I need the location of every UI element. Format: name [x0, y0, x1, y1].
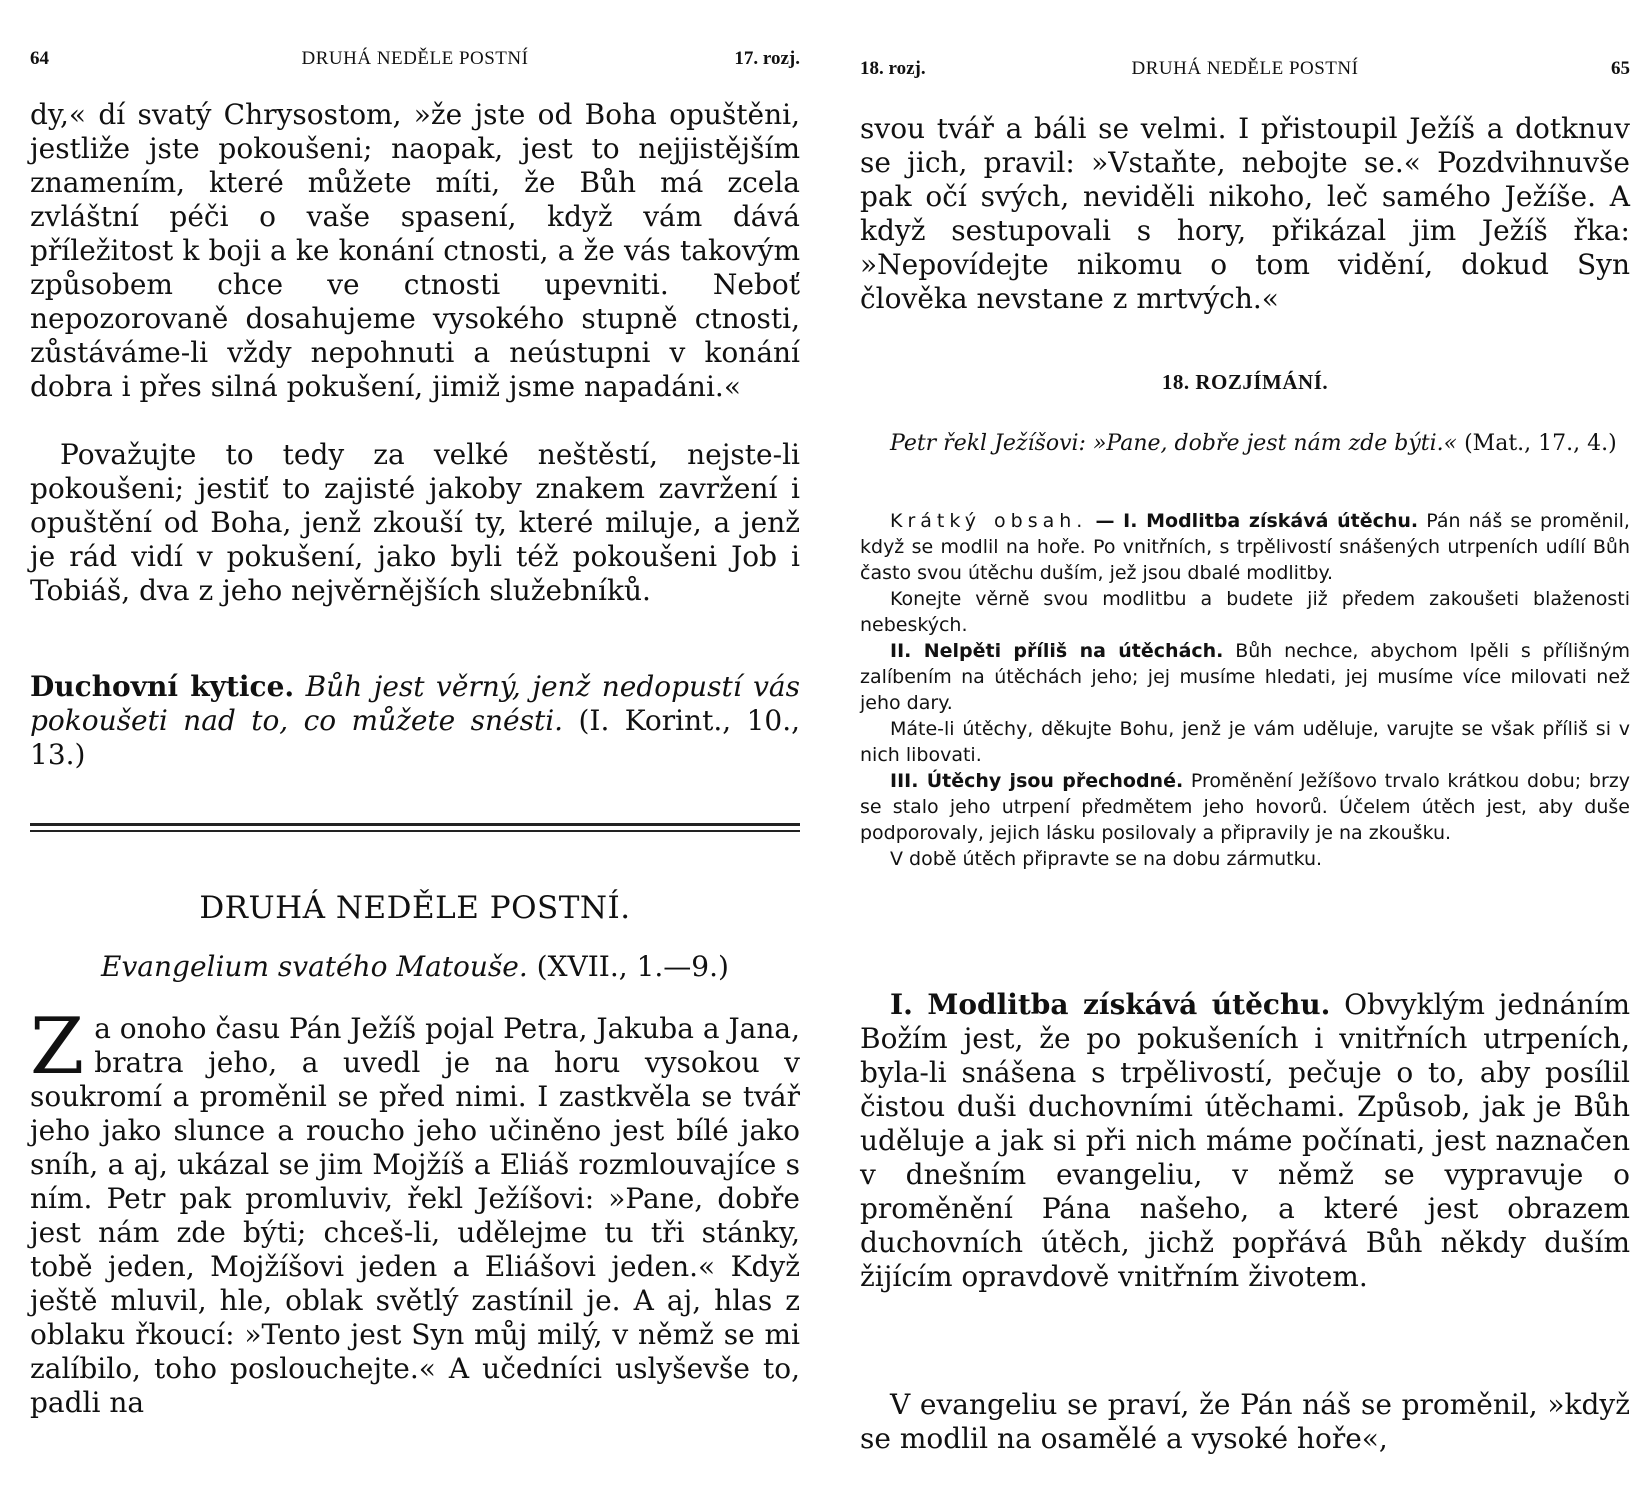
- summary-point-1: [860, 508, 1630, 586]
- point-resolution: Máte-li útěchy, děkujte Bohu, jenž je vám uděluje, varujte se však příliš si v nich libovati.: [860, 718, 1630, 766]
- running-title: DRUHÁ NEDĚLE POSTNÍ: [1131, 58, 1359, 79]
- gospel-heading: [30, 950, 800, 983]
- left-page: [30, 0, 800, 1500]
- bouquet-heading: Duchovní kytice.: [30, 670, 295, 703]
- paragraph: V evangeliu se praví, že Pán náš se proměnil, »když se modlil na osamělé a vysoké hoře«,: [860, 1388, 1630, 1455]
- point-resolution: Konejte věrně svou modlitbu a budete již předem zakoušeti blaženosti nebeských.: [860, 588, 1630, 636]
- summary: [860, 508, 1630, 872]
- meditation-title: 18. ROZJÍMÁNÍ.: [1161, 370, 1329, 394]
- main-text: Obvyklým jednáním Božím jest, že po pokušeních i vnitřních utrpeních, byla-li snášena s trpělivostí, pečuje o to, aby posílil čistou duši duchovními útěchami. Způsob, jak je Bůh uděluje a jak si při nich máme počínati, jest naznačen v dnešním evangeliu, v němž se vypravuje o proměnění Pána našeho, a které jest obrazem duchovních útěch, jichž popřává Bůh někdy duším žijícím opravdově vnitřním životem.: [860, 988, 1631, 1293]
- divider-rule: [30, 823, 800, 826]
- meditation-number: 18. rozj.: [860, 58, 926, 79]
- meditation-number: 17. rozj.: [734, 48, 800, 69]
- main-paragraph: [860, 988, 1630, 1294]
- paragraph: Považujte to tedy za velké neštěstí, nejste-li pokoušeni; jestiť to zajisté jakoby znakem zavržení i opuštění od Boha, jenž zkouší ty, které miluje, a jenž je rád vidí v pokušení, jako byli též pokoušeni Job i Tobiáš, dva z jeho nejvěrnějších služebníků.: [30, 438, 800, 607]
- point-title: II. Nelpěti příliš na útěchách.: [890, 640, 1224, 662]
- motto-reference: (Mat., 17., 4.): [1464, 431, 1617, 456]
- divider-rule: [30, 830, 800, 832]
- bouquet-quote: Bůh jest věrný, jenž nedopustí vás pokoušeti nad to, co můžete snésti.: [30, 670, 800, 737]
- summary-point-3: [860, 768, 1630, 846]
- gospel-text: a onoho času Pán Ježíš pojal Petra, Jakuba a Jana, bratra jeho, a uvedl je na horu vysokou v soukromí a proměnil se před nimi. I zastkvěla se tvář jeho jako slunce a roucho jeho učiněno jest bílé jako sníh, a aj, ukázal se jim Mojžíš a Eliáš rozmlouvajíce s ním. Petr pak promluviv, řekl Ježíšovi: »Pane, dobře jest nám zde býti; chceš-li, udělejme tu tři stánky, tobě jeden, Mojžíšovi jeden a Eliášovi jeden.« Když ještě mluvil, hle, oblak světlý zastínil je. A aj, hlas z oblaku řkoucí: »Tento jest Syn můj milý, v němž se mi zalíbilo, toho poslouchejte.« A učedníci uslyševše to, padli na: [30, 1012, 800, 1419]
- right-page: [860, 0, 1630, 1500]
- spiritual-bouquet: [30, 670, 800, 772]
- gospel-block: [30, 1002, 800, 1420]
- section-title: DRUHÁ NEDĚLE POSTNÍ.: [199, 890, 631, 926]
- gospel-reference: (XVII., 1.—9.): [536, 950, 729, 983]
- main-heading: I. Modlitba získává útěchu.: [890, 988, 1331, 1021]
- page-number: 64: [30, 48, 49, 69]
- page-number: 65: [1611, 58, 1630, 79]
- point-text: Pán náš se proměnil, když se modlil na hoře. Po vnitřních, s trpělivostí snášených utrpeních udílí Bůh často svou útěchu duším, jež jsou dbalé modlitby.: [860, 510, 1630, 584]
- point-text: Bůh nechce, abychom lpěli s přílišným zalíbením na útěchách jeho; jej musíme hledati, jej musíme více milovati než jeho dary.: [860, 640, 1631, 714]
- motto: [860, 430, 1630, 458]
- gospel-continued: svou tvář a báli se velmi. I přistoupil Ježíš a dotknuv se jich, pravil: »Vstaňte, nebojte se.« Pozdvihnuvše pak očí svých, neviděli nikoho, leč samého Ježíše. A když sestupovali s hory, přikázal jim Ježíš řka: »Nepovídejte nikomu o tom vidění, dokud Syn člověka nevstane z mrtvých.«: [860, 112, 1630, 315]
- point-resolution: V době útěch připravte se na dobu zármutku.: [890, 848, 1323, 870]
- motto-text: Petr řekl Ježíšovi: »Pane, dobře jest nám zde býti.«: [890, 431, 1458, 456]
- point-title: III. Útěchy jsou přechodné.: [890, 770, 1184, 792]
- bouquet-reference: (I. Korint., 10., 13.): [30, 704, 800, 771]
- paragraph: dy,« dí svatý Chrysostom, »že jste od Boha opuštěni, jestliže jste pokoušeni; naopak, jest to nejjistějším znamením, které můžete míti, že Bůh má zcela zvláštní péči o vaše spasení, když vám dává příležitost k boji a ke konání ctnosti, a že vás takovým způsobem chce ve ctnosti upevniti. Neboť nepozorovaně dosahujeme vysokého stupně ctnosti, zůstáváme-li vždy nepohnuti a neústupni v konání dobra i přes silná pokušení, jimiž jsme napadáni.«: [30, 98, 800, 403]
- summary-point-2: [860, 638, 1630, 716]
- point-text: Proměnění Ježíšovo trvalo krátkou dobu; brzy se stalo jeho utrpení předmětem jeho hovorů. Účelem útěch jest, aby duše podporovaly, jejich lásku posilovaly a připravily je na zkoušku.: [860, 770, 1630, 844]
- summary-label: Krátký obsah.: [890, 510, 1088, 532]
- running-title: DRUHÁ NEDĚLE POSTNÍ: [301, 48, 529, 69]
- gospel-label: Evangelium svatého Matouše.: [101, 950, 528, 983]
- drop-cap: Z: [30, 1002, 85, 1092]
- point-title: — I. Modlitba získává útěchu.: [1095, 510, 1419, 532]
